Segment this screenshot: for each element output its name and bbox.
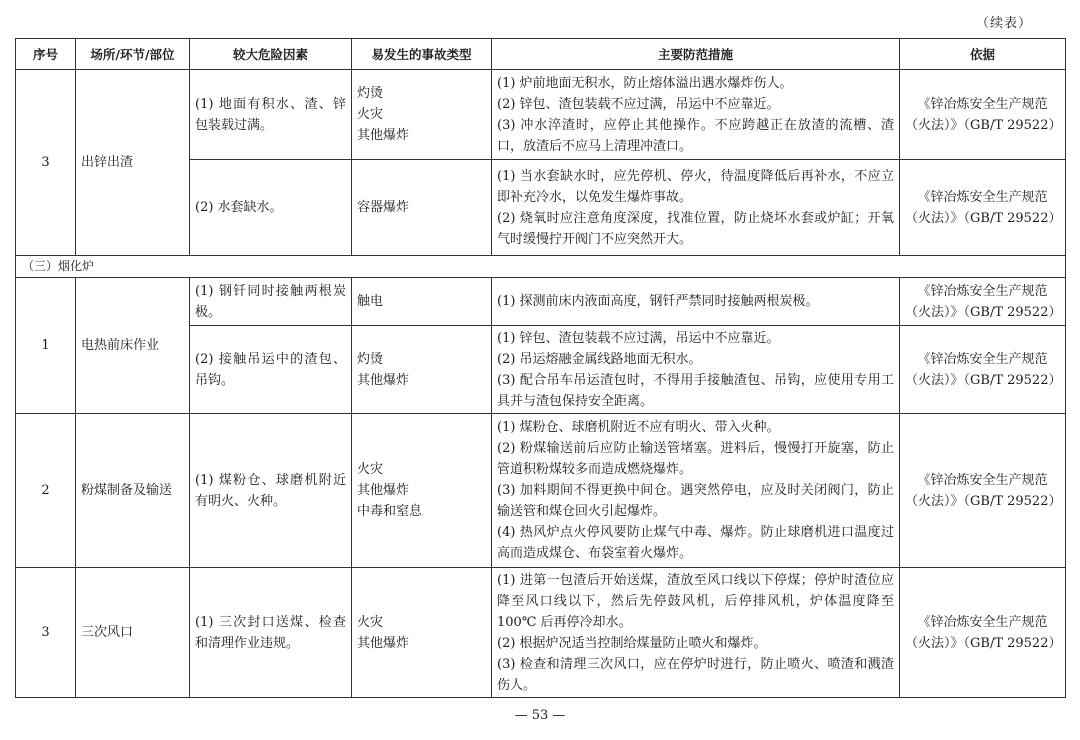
accident-type: 触电 (357, 294, 384, 309)
table-row (16, 414, 1066, 568)
accident-type: 其他爆炸 (357, 635, 410, 651)
measure-item: (3) 配合吊车吊运渣包时，不得用手接触渣包、吊钩，应使用专用工具并与渣包保持安全距离。 (497, 372, 894, 409)
accident-type-cell (352, 278, 492, 326)
risk-cell: (2) 接触吊运中的渣包、吊钩。 (190, 326, 352, 414)
measure-item: (3) 检查和清理三次风口，应在停炉时进行，防止喷火、喷渣和溅渣伤人。 (497, 656, 894, 693)
measure-item: (2) 烧氧时应注意角度深度，找准位置，防止烧坏水套或炉缸；开氧气时缓慢拧开阀门不应突然开大。 (497, 210, 894, 247)
measures-cell (492, 414, 900, 568)
basis-cell (900, 414, 1066, 568)
measure-item: (1) 煤粉仓、球磨机附近不应有明火、带入火种。 (497, 420, 780, 435)
risk-cell: (1) 钢钎同时接触两根炭极。 (190, 278, 352, 326)
page-number: — 53 — (514, 708, 566, 723)
accident-type-cell (352, 568, 492, 698)
measures-cell (492, 326, 900, 414)
measure-item: (2) 根据炉况适当控制给煤量防止喷火和爆炸。 (497, 635, 767, 651)
accident-type-cell (352, 326, 492, 414)
place-cell: 三次风口 (76, 568, 190, 698)
header-measures: 主要防范措施 (492, 39, 900, 70)
accident-type: 其他爆炸 (357, 483, 410, 498)
basis-line: 《锌冶炼安全生产规范 (917, 351, 1048, 367)
measure-item: (1) 当水套缺水时，应先停机、停火，待温度降低后再补水，不应立即补充冷水，以免发生爆炸事故。 (497, 168, 894, 205)
measure-item: (3) 冲水淬渣时，应停止其他操作。不应跨越正在放渣的流槽、渣口，放渣后不应马上清理冲渣口。 (497, 117, 894, 154)
header-basis: 依据 (900, 39, 1066, 70)
accident-type: 火灾 (357, 107, 384, 122)
measures-cell (492, 278, 900, 326)
risk-cell: (2) 水套缺水。 (190, 160, 352, 256)
row-number: 3 (16, 568, 76, 698)
basis-cell (900, 70, 1066, 160)
section-title: （三）烟化炉 (16, 256, 1066, 278)
section-row (16, 256, 1066, 278)
place-cell: 出锌出渣 (76, 70, 190, 256)
accident-type-cell (352, 414, 492, 568)
basis-line: （火法）》（GB/T 29522） (905, 304, 1062, 320)
risk-cell: (1) 煤粉仓、球磨机附近有明火、火种。 (190, 414, 352, 568)
measure-item: (1) 锌包、渣包装载不应过满，吊运中不应靠近。 (497, 330, 780, 346)
risk-cell: (1) 三次封口送煤、检查和清理作业违规。 (190, 568, 352, 698)
basis-cell (900, 568, 1066, 698)
basis-line: 《锌冶炼安全生产规范 (917, 283, 1048, 299)
safety-table (15, 38, 1066, 698)
continued-label: （续表） (975, 16, 1032, 31)
accident-type: 容器爆炸 (357, 200, 410, 215)
measure-item: (4) 热风炉点火停风要防止煤气中毒、爆炸。防止球磨机进口温度过高而造成煤仓、布袋室着火爆炸。 (497, 525, 894, 561)
measure-item: (2) 吊运熔融金属线路地面无积水。 (497, 351, 702, 367)
row-number: 3 (16, 70, 76, 256)
basis-line: 《锌冶炼安全生产规范 (917, 472, 1048, 488)
risk-cell: (1) 地面有积水、渣、锌包装载过满。 (190, 70, 352, 160)
accident-type: 火灾 (357, 462, 384, 477)
accident-type-cell (352, 70, 492, 160)
measure-item: (2) 粉煤输送前后应防止输送管堵塞。进料后，慢慢打开旋塞，防止管道积粉煤较多而造成燃烧爆炸。 (497, 441, 894, 477)
place-cell: 电热前床作业 (76, 278, 190, 414)
basis-line: 《锌冶炼安全生产规范 (917, 614, 1048, 630)
basis-line: （火法）》（GB/T 29522） (905, 210, 1062, 226)
table-row (16, 568, 1066, 698)
basis-line: （火法）》（GB/T 29522） (905, 493, 1062, 509)
measure-item: (1) 进第一包渣后开始送煤，渣放至风口线以下停煤；停炉时渣位应降至风口线以下，然后先停鼓风机，后停排风机，炉体温度降至 100℃ 后再停冷却水。 (497, 572, 894, 630)
measures-cell (492, 568, 900, 698)
accident-type: 中毒和窒息 (357, 504, 423, 519)
accident-type: 其他爆炸 (357, 372, 410, 388)
basis-cell (900, 160, 1066, 256)
basis-line: （火法）》（GB/T 29522） (905, 372, 1062, 388)
header-row (16, 39, 1066, 70)
place-cell: 粉煤制备及输送 (76, 414, 190, 568)
accident-type: 其他爆炸 (357, 128, 410, 143)
table-row (16, 278, 1066, 326)
measures-cell (492, 70, 900, 160)
header-no: 序号 (16, 39, 76, 70)
accident-type-cell (352, 160, 492, 256)
basis-line: 《锌冶炼安全生产规范 (917, 96, 1048, 112)
row-number: 1 (16, 278, 76, 414)
measure-item: (1) 探测前床内液面高度，钢钎严禁同时接触两根炭极。 (497, 294, 819, 309)
measure-item: (1) 炉前地面无积水，防止熔体溢出遇水爆炸伤人。 (497, 75, 793, 91)
measure-item: (3) 加料期间不得更换中间仓。遇突然停电，应及时关闭阀门，防止输送管和煤仓回火引起爆炸。 (497, 483, 894, 519)
basis-line: （火法）》（GB/T 29522） (905, 117, 1062, 133)
accident-type: 灼烫 (357, 351, 384, 367)
measure-item: (2) 锌包、渣包装载不应过满，吊运中不应靠近。 (497, 96, 780, 112)
basis-cell (900, 326, 1066, 414)
table-row (16, 70, 1066, 160)
row-number: 2 (16, 414, 76, 568)
header-risk: 较大危险因素 (190, 39, 352, 70)
basis-cell (900, 278, 1066, 326)
accident-type: 火灾 (357, 614, 384, 630)
header-accident-type: 易发生的事故类型 (352, 39, 492, 70)
basis-line: 《锌冶炼安全生产规范 (917, 189, 1048, 205)
accident-type: 灼烫 (357, 86, 384, 101)
header-place: 场所/环节/部位 (76, 39, 190, 70)
basis-line: （火法）》（GB/T 29522） (905, 635, 1062, 651)
measures-cell (492, 160, 900, 256)
